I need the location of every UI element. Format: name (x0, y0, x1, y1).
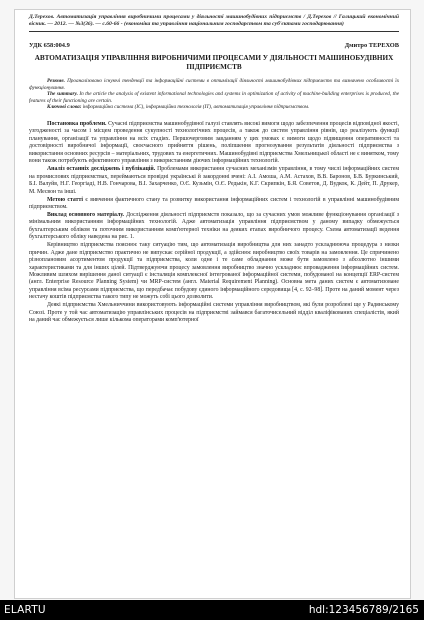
paragraph-problem (29, 121, 399, 166)
page-frame (14, 9, 411, 599)
paragraph-management: Керівництво підприємства пояснює таку ситуацію тим, що автоматизація виробництва для них занадто ускладнююча процедура з низки причин. Адже дане підприємство практично не випускає серійної продукції, а здійснює виробництво своїх товарів на замовлення. Це спричинено різноплановим асортиментом продукції та підприємства, коли одне і те саме обладнання може бути замовлено з абсолютно іншими характеристиками та для інших цілей. Підтверджуючи процесу замовлення виробництво значно ускладнює впровадження інформаційних систем. Можливим шляхом вирішення даної ситуації є інсталяція комплексної інтегрованої інформаційної системи, побудованої на концепції ERP-систем (англ. Enterprise Resource Planning System) чи MRP-систем (англ. Material Requirement Planning). Основна мета даних систем є автоматизоване управління всіма ресурсами підприємства, що передбачає побудову єдиного інформаційного середовища [4, с. 92–98]. Проте на даний момент через нестачу коштів підприємства такого типу не можуть собі цього дозволити. (29, 242, 399, 301)
paragraph-goal (29, 197, 399, 212)
abstract-resume (29, 78, 399, 91)
article-body (29, 121, 399, 325)
footer-handle: hdl:123456789/2165 (308, 604, 419, 616)
header-rule (29, 31, 399, 32)
abstract-summary (29, 91, 399, 104)
analysis-text: Проблемами використання сучасних механізмів управління, в тому числі інформаційних систем на промислових підприємствах, переймаються провідні українські й закордонні вчені: А.І. Амоша, А.М. Астахов, В.В. Баронов, Б.В. Буркинський, Б.І. Валуйв, Н.Г. Георгіаді, Н.В. Гончарова, В.І. Захарченко, О.Є. Кузьмін, О.Є. Редькін, К.Г. Скрипкін, Б.Я. Советов, Д. Вудкок, К. Дейт, П. Друкер, М. Месвон та інші. (29, 166, 400, 195)
meta-row (29, 42, 399, 49)
summary-text: In the article the analysis of existent informational technologies and systems in optimization of activity of machine-building enterprises is produced, the features of their functioning are certain. (29, 91, 400, 104)
summary-label: The summary. (47, 91, 78, 98)
problem-label: Постановка проблеми. (47, 120, 107, 127)
paragraph-analysis (29, 166, 399, 196)
main-label: Виклад основного матеріалу. (47, 211, 125, 218)
paragraph-main (29, 212, 399, 242)
paragraph-enterprises: Деякі підприємства Хмельниччини використовують інформаційні системи управління виробництвом, які були розроблені ще у Радянському Союзі. Проте у той час автоматизацію управлінських процесів на підприємстві займався багаточисельний відділ кваліфікованих спеціалістів, який на даний час обмежується лише кількома операторами комп'ютерної (29, 302, 399, 324)
keywords-label: Ключові слова: (47, 104, 82, 111)
udc-code: УДК 658:004.9 (29, 42, 70, 50)
goal-label: Метою статті (47, 196, 83, 203)
resume-text: Проаналізовано існуючі тенденції та інформаційні системи в оптимізації діяльності машинобудівних підприємств та визначено особливості їх функціонування. (29, 78, 399, 91)
analysis-label: Аналіз останніх досліджень і публікацій. (47, 166, 156, 173)
keywords-text: інформаційна система (ІС), інформаційна технологія (ІТ), автоматизація управління підприємством. (82, 104, 310, 111)
article-title: АВТОМАТИЗАЦІЯ УПРАВЛІННЯ ВИРОБНИЧИМИ ПРОЦЕСАМИ У ДІЯЛЬНОСТІ МАШИНОБУДІВНИХ ПІДПРИЄМСТВ (34, 54, 394, 72)
resume-label: Резюме. (47, 78, 65, 84)
footer-repository: ELARTU (4, 604, 46, 616)
author-name: Дмитро ТЕРЕХОВ (344, 42, 399, 50)
main-text: Дослідження діяльності підприємств показало, що за сучасних умов можливе функціонування організації з мінімальним використанням інформаційних технологій. Адже автоматизація управління підприємством у даному випадку обмежується бухгалтерським обліком та поточним використанням комп'ютерної техніки на деяких етапах виробничого процесу. Схема автоматизації ведення бухгалтерського обліку наведена на рис. 1. (29, 211, 400, 241)
problem-text: Сучасні підприємства машинобудівної галузі ставлять високі вимоги щодо забезпечення процесів відповідної якості, узгодженості за часом і місцем проведення сукупності технологічних процесів, а також до систем управління рівнів, що реалізують функції планування, організації та управління на всіх стадіях. Першочерговим завданням у цих умовах є вимоги щодо підвищення оперативності та достовірності виробничої інформації, своєчасного прийняття рішень, поліпшення прогнозування результатів діяльності підприємства з використання основних ресурсів – матеріальних, трудових та енергетичних. Машинобудівні підприємства Хмельницької області не є винятком, тому вони також потребують ефективного управління з використанням діючих інформаційних технологій. (29, 120, 400, 165)
abstract (29, 78, 399, 111)
footer-bar (0, 600, 424, 620)
citation-header: Д.Терехов. Автоматизація управління виробничими процесами у діяльності машинобудівних підприємств / Д.Терехов // Галицький економічний вісник. — 2012. — №3(36). — с.60-66 - (економіка та управління національним господарством та суб'єктами господарювання) (29, 14, 399, 28)
goal-text: є вивчення фактичного стану та розвитку використання інформаційних систем і технологій в управлінні машинобудівним підприємством. (29, 196, 400, 210)
abstract-keywords (29, 104, 399, 111)
document-page (29, 14, 399, 325)
